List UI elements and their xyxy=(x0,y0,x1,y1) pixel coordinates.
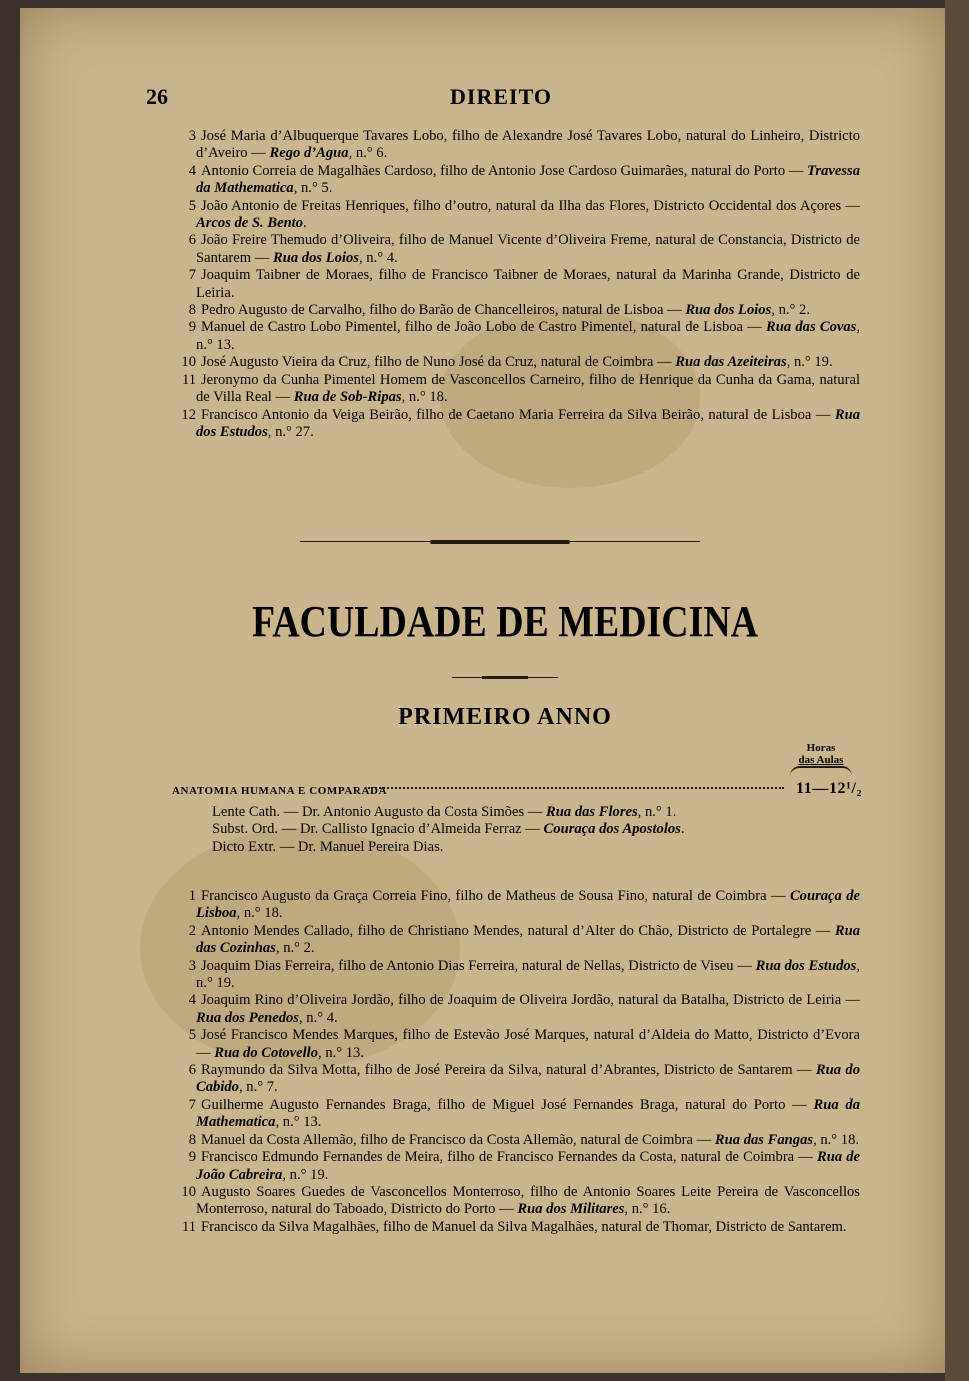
staff-suffix: , n.° 1. xyxy=(637,804,677,820)
entry-address: Rua dos Penedos xyxy=(196,1009,299,1026)
entry-text: Jeronymo da Cunha Pimentel Homem de Vasconcellos Carneiro, filho de Henrique da Cunha da Gama, natural de Villa Real — xyxy=(196,371,860,406)
entry-address: Rua das Fangas xyxy=(714,1131,814,1148)
list-item xyxy=(150,1184,860,1219)
entry-text: Joaquim Dias Ferreira, filho de Antonio Dias Ferreira, natural de Nellas, Districto de Viseu — xyxy=(201,957,756,974)
subject-hours: 11—12¹/₂ xyxy=(796,780,862,797)
year-title: PRIMEIRO ANNO xyxy=(398,704,612,730)
entry-address: Arcos de S. Bento xyxy=(196,215,304,232)
entry-text: Pedro Augusto de Carvalho, filho do Barão de Chancelleiros, natural de Lisboa — xyxy=(201,302,686,319)
entry-number: 3 xyxy=(188,128,196,144)
entry-number: 6 xyxy=(188,232,196,249)
entry-text: José Maria d’Albuquerque Tavares Lobo, filho de Alexandre José Tavares Lobo, natural do Linheiro, Districto d’Aveiro — xyxy=(196,128,860,162)
list-item xyxy=(150,267,860,302)
entry-address: Rua de Sob-Ripas xyxy=(293,389,402,406)
list-item xyxy=(150,354,860,371)
list-item xyxy=(150,232,860,267)
entry-address: Rua de João Cabreira xyxy=(196,1149,860,1183)
entry-text: Manuel de Castro Lobo Pimentel, filho de João Lobo de Castro Pimentel, natural de Lisboa — xyxy=(201,319,767,336)
list-item xyxy=(150,888,860,923)
entry-number: 8 xyxy=(188,302,196,319)
entry-number-suffix: , n.° 18. xyxy=(401,389,448,406)
entry-text: Antonio Mendes Callado, filho de Christiano Mendes, natural d’Alter do Chão, Districto de Portalegre — xyxy=(201,922,835,939)
entry-address: Rego d’Agua xyxy=(269,145,349,162)
staff-line xyxy=(212,821,852,838)
entry-text: Guilherme Augusto Fernandes Braga, filho de Miguel José Fernandes Braga, natural do Porto — xyxy=(201,1096,814,1113)
entry-number: 5 xyxy=(188,197,196,214)
entry-number-suffix: , n.° 4. xyxy=(298,1009,338,1026)
entry-number-suffix: . xyxy=(303,215,307,232)
staff-address: Couraça dos Apostolos xyxy=(543,821,681,838)
entry-number: 5 xyxy=(188,1027,196,1044)
entry-number-suffix: , n.° 13. xyxy=(275,1114,322,1131)
entry-text: João Antonio de Freitas Henriques, filho d’outro, natural da Ilha das Flores, Districto Occidental dos Açores — xyxy=(201,197,860,214)
entry-number: 3 xyxy=(188,957,196,974)
entry-number: 12 xyxy=(181,406,196,423)
student-list-bottom xyxy=(150,888,860,1236)
page-header xyxy=(146,84,856,114)
staff-line xyxy=(212,804,852,821)
section-divider xyxy=(300,540,700,544)
entry-number-suffix: , n.° 2. xyxy=(275,940,315,957)
entry-number: 4 xyxy=(188,992,196,1009)
entry-address: Couraça de Lisboa xyxy=(196,888,860,922)
faculty-title: FACULDADE DE MEDICINA xyxy=(252,597,758,646)
entry-address: Rua das Covas xyxy=(766,319,857,336)
staff-address: Rua das Flores xyxy=(546,804,638,820)
entry-text: Manuel da Costa Allemão, filho de Francisco da Costa Allemão, natural de Coimbra — xyxy=(201,1131,715,1148)
subject-name: ANATOMIA HUMANA E COMPARADA xyxy=(172,785,388,797)
list-item xyxy=(150,319,860,354)
entry-address: Rua dos Militares xyxy=(517,1201,625,1218)
staff-role: Lente Cath. — Dr. Antonio Augusto da Costa Simões — xyxy=(212,804,547,820)
list-item xyxy=(150,1097,860,1132)
list-item xyxy=(150,198,860,233)
list-item xyxy=(150,407,860,442)
entry-number-suffix: , n.° 6. xyxy=(348,145,388,162)
hours-brace xyxy=(790,766,852,776)
staff-role: Dicto Extr. — Dr. Manuel Pereira Dias. xyxy=(212,838,444,855)
list-item xyxy=(150,1027,860,1062)
list-item xyxy=(150,1219,860,1236)
entry-number: 2 xyxy=(188,922,196,939)
entry-text: José Francisco Mendes Marques, filho de Estevão José Marques, natural d’Aldeia do Matto, Districto d’Evora — xyxy=(196,1027,860,1061)
entry-number: 10 xyxy=(181,354,196,371)
page-title: DIREITO xyxy=(450,84,552,109)
entry-text: Francisco Edmundo Fernandes de Meira, filho de Francisco Fernandes da Costa, natural de Coimbra — xyxy=(201,1149,817,1166)
list-item xyxy=(150,958,860,993)
entry-number-suffix: , n.° 18. xyxy=(236,905,283,922)
hours-header xyxy=(786,742,856,766)
entry-number: 10 xyxy=(181,1183,196,1200)
entry-text: Francisco Augusto da Graça Correia Fino, filho de Matheus de Sousa Fino, natural de Coimbra — xyxy=(201,888,790,904)
book-edge xyxy=(945,0,969,1381)
entry-number-suffix: , n.° 18. xyxy=(813,1131,860,1148)
entry-text: João Freire Themudo d’Oliveira, filho de Manuel Vicente d’Oliveira Freme, natural de Constancia, Districto de Santarem — xyxy=(196,232,860,266)
page-number: 26 xyxy=(146,84,168,109)
hours-header-line2: das Aulas xyxy=(798,754,844,766)
entry-number: 4 xyxy=(188,162,196,179)
list-item xyxy=(150,923,860,958)
entry-number-suffix: , n.° 27. xyxy=(267,423,314,440)
entry-text: Francisco Antonio da Veiga Beirão, filho de Caetano Maria Ferreira da Silva Beirão, natural de Lisboa — xyxy=(201,406,835,423)
list-item xyxy=(150,1062,860,1097)
title-divider xyxy=(452,676,558,679)
entry-number: 8 xyxy=(188,1131,196,1148)
entry-address: Rua dos Loios xyxy=(685,302,772,319)
entry-number-suffix: , n.° 19. xyxy=(196,957,860,992)
list-item xyxy=(150,128,860,163)
entry-number-suffix: , n.° 7. xyxy=(238,1079,278,1096)
entry-number: 7 xyxy=(188,1096,196,1113)
entry-number: 11 xyxy=(181,371,196,388)
entry-address: Rua do Cabido xyxy=(196,1062,860,1096)
entry-number-suffix: , n.° 2. xyxy=(771,302,810,319)
subject-row xyxy=(172,780,862,800)
entry-number: 7 xyxy=(188,267,196,284)
entry-number-suffix: , n.° 4. xyxy=(358,249,398,266)
entry-number-suffix: , n.° 16. xyxy=(624,1201,671,1218)
entry-address: Rua dos Estudos xyxy=(755,957,857,974)
entry-text: Augusto Soares Guedes de Vasconcellos Monterroso, filho de Antonio Soares Leite Pereira de Vasconcellos Monterroso, natural do Taboado, Districto do Porto — xyxy=(196,1183,860,1218)
list-item xyxy=(150,1132,860,1149)
entry-number-suffix: , n.° 19. xyxy=(282,1166,329,1183)
entry-address: Travessa da Mathematica xyxy=(196,162,860,197)
student-list-top xyxy=(150,128,860,441)
list-item xyxy=(150,302,860,319)
hours-header-line1: Horas xyxy=(806,742,836,754)
list-item xyxy=(150,992,860,1027)
list-item xyxy=(150,372,860,407)
entry-text: Joaquim Taibner de Moraes, filho de Francisco Taibner de Moraes, natural da Marinha Grande, Districto de Leiria. xyxy=(196,267,860,301)
entry-number: 9 xyxy=(188,319,196,336)
entry-address: Rua das Azeiteiras xyxy=(675,354,787,371)
faculty-staff xyxy=(212,804,852,856)
entry-number-suffix: , n.° 13. xyxy=(196,319,861,353)
dot-leader xyxy=(368,787,784,789)
entry-address: Rua das Cozinhas xyxy=(196,922,860,957)
staff-role: Subst. Ord. — Dr. Callisto Ignacio d’Almeida Ferraz — xyxy=(212,821,544,838)
entry-text: Francisco da Silva Magalhães, filho de Manuel da Silva Magalhães, natural de Thomar, Districto de Santarem. xyxy=(201,1218,847,1235)
staff-line xyxy=(212,839,852,856)
entry-number: 9 xyxy=(188,1149,196,1166)
entry-address: Rua dos Loios xyxy=(273,249,359,266)
entry-number-suffix: , n.° 19. xyxy=(786,354,833,371)
entry-text: Raymundo da Silva Motta, filho de José Pereira da Silva, natural d’Abrantes, Districto de Santarem — xyxy=(201,1062,816,1079)
entry-number-suffix: , n.° 13. xyxy=(318,1044,365,1061)
entry-number-suffix: , n.° 5. xyxy=(293,180,333,197)
entry-address: Rua da Mathematica xyxy=(196,1096,861,1131)
entry-text: Joaquim Rino d’Oliveira Jordão, filho de Joaquim de Oliveira Jordão, natural da Batalha, Districto de Leiria — xyxy=(201,992,860,1009)
entry-address: Rua dos Estudos xyxy=(196,406,860,440)
list-item xyxy=(150,163,860,198)
entry-text: José Augusto Vieira da Cruz, filho de Nuno José da Cruz, natural de Coimbra — xyxy=(201,354,676,371)
entry-text: Antonio Correia de Magalhães Cardoso, filho de Antonio Jose Cardoso Guimarães, natural do Porto — xyxy=(201,162,808,179)
list-item xyxy=(150,1149,860,1184)
entry-number: 6 xyxy=(188,1062,196,1079)
staff-suffix: . xyxy=(680,821,685,838)
entry-address: Rua do Cotovello xyxy=(214,1044,319,1061)
entry-number: 11 xyxy=(181,1218,196,1235)
entry-number: 1 xyxy=(188,888,196,904)
